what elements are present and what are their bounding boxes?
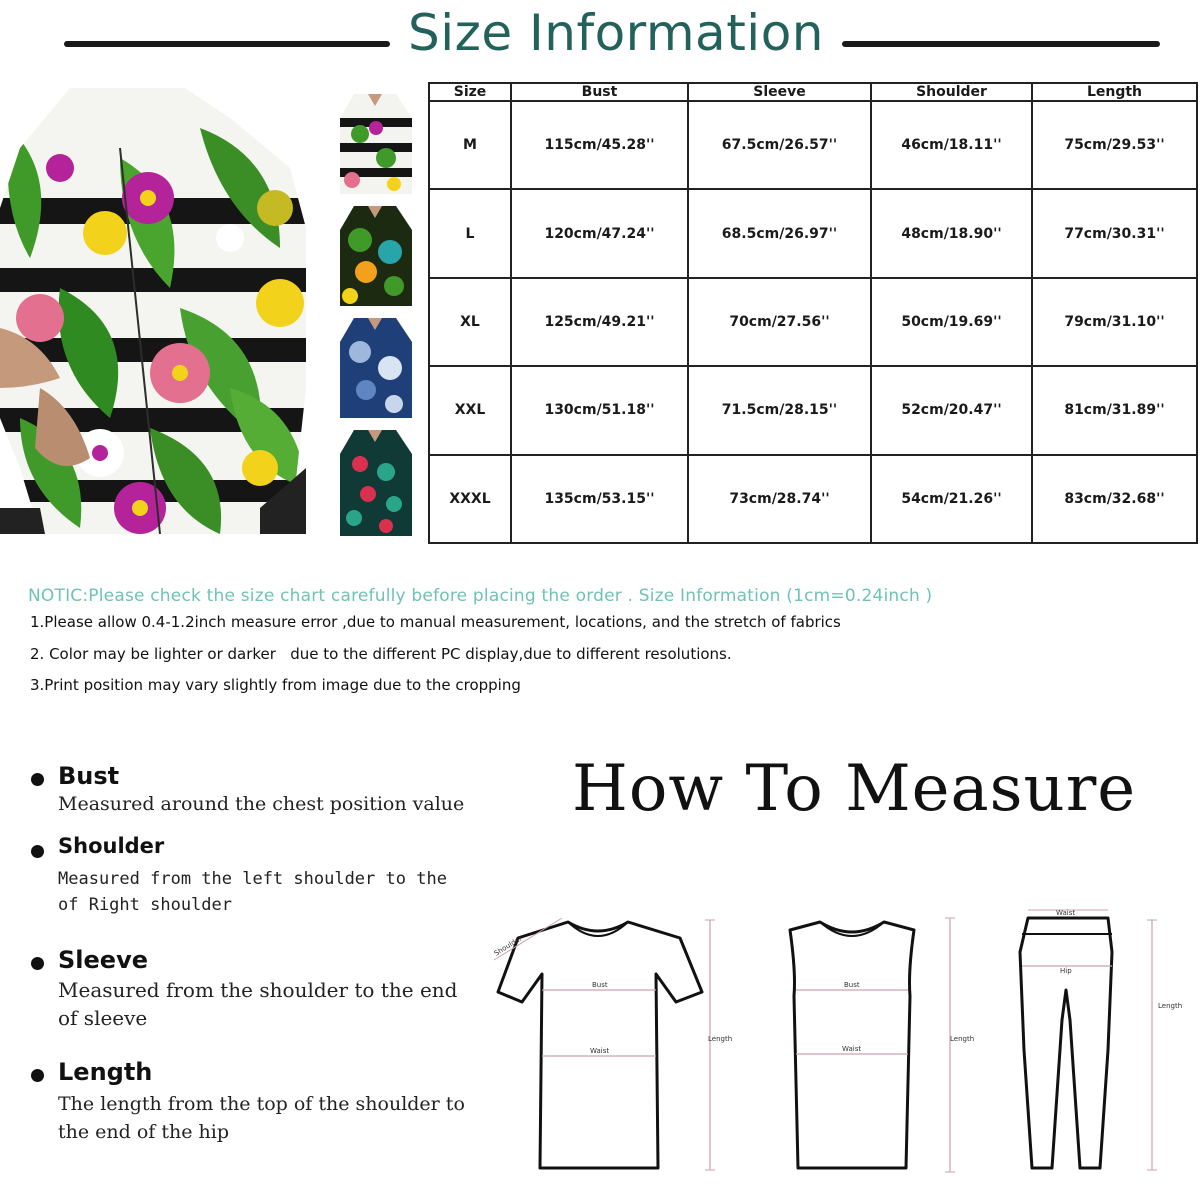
main-product-photo xyxy=(0,88,306,534)
size-table xyxy=(428,82,1198,544)
leggings-diagram xyxy=(1020,909,1182,1170)
label-waist-leggings: Waist xyxy=(1056,909,1076,917)
thumbnail-striped-floral[interactable] xyxy=(336,88,414,194)
thumbnail-blue-floral[interactable] xyxy=(336,312,414,418)
bullet-dot-icon xyxy=(31,773,44,786)
cell-length: 79cm/31.10'' xyxy=(1032,278,1197,366)
bullet-dot-icon xyxy=(31,957,44,970)
cell-length: 81cm/31.89'' xyxy=(1032,366,1197,454)
table-header-row xyxy=(429,83,1197,101)
label-bust-tank: Bust xyxy=(844,981,860,989)
cell-sleeve: 71.5cm/28.15'' xyxy=(688,366,871,454)
tshirt-diagram xyxy=(493,918,732,1170)
label-length-leggings: Length xyxy=(1158,1002,1183,1010)
cell-bust: 120cm/47.24'' xyxy=(511,189,688,277)
title-row xyxy=(0,0,1200,90)
cell-size: XXL xyxy=(429,366,511,454)
label-waist-tank: Waist xyxy=(842,1045,862,1053)
how-to-measure-title: How To Measure xyxy=(572,752,1137,826)
label-hip-leggings: Hip xyxy=(1060,967,1072,975)
table-row xyxy=(429,189,1197,277)
measure-term-bust: Bust xyxy=(58,762,120,790)
bullet-dot-icon xyxy=(31,1069,44,1082)
measure-desc-length-line-2: the end of the hip xyxy=(58,1121,229,1143)
cell-size: M xyxy=(429,101,511,189)
header-bust: Bust xyxy=(511,83,688,101)
label-length-tank: Length xyxy=(950,1035,975,1043)
title-rule-left xyxy=(64,41,390,47)
measure-desc-length-line-1: The length from the top of the shoulder to xyxy=(58,1093,465,1115)
note-item-2: 2. Color may be lighter or darker due to the different PC display,due to different resolutions. xyxy=(30,645,732,663)
measure-desc-shoulder-line-1: Measured from the left shoulder to the xyxy=(58,869,447,889)
cell-shoulder: 54cm/21.26'' xyxy=(871,455,1032,543)
cell-shoulder: 52cm/20.47'' xyxy=(871,366,1032,454)
cell-shoulder: 50cm/19.69'' xyxy=(871,278,1032,366)
note-item-3: 3.Print position may vary slightly from image due to the cropping xyxy=(30,676,521,694)
measure-desc-sleeve-line-2: of sleeve xyxy=(58,1006,148,1030)
cell-length: 83cm/32.68'' xyxy=(1032,455,1197,543)
thumbnail-teal-floral[interactable] xyxy=(336,424,414,536)
note-item-1: 1.Please allow 0.4-1.2inch measure error ,due to manual measurement, locations, and the stretch of fabrics xyxy=(30,613,841,631)
measure-term-sleeve: Sleeve xyxy=(58,946,148,974)
thumbnail-dark-floral[interactable] xyxy=(336,200,414,306)
measure-term-shoulder: Shoulder xyxy=(58,834,165,858)
cell-shoulder: 48cm/18.90'' xyxy=(871,189,1032,277)
measurement-diagrams xyxy=(480,900,1200,1200)
measure-desc-shoulder-line-2: of Right shoulder xyxy=(58,895,232,915)
table-row xyxy=(429,278,1197,366)
cell-bust: 135cm/53.15'' xyxy=(511,455,688,543)
cell-size: XL xyxy=(429,278,511,366)
cell-length: 77cm/30.31'' xyxy=(1032,189,1197,277)
label-bust-tshirt: Bust xyxy=(592,981,608,989)
label-length-tshirt: Length xyxy=(708,1035,733,1043)
cell-sleeve: 67.5cm/26.57'' xyxy=(688,101,871,189)
header-length: Length xyxy=(1032,83,1197,101)
header-shoulder: Shoulder xyxy=(871,83,1032,101)
title-rule-right xyxy=(842,41,1160,47)
cell-size: XXXL xyxy=(429,455,511,543)
cell-size: L xyxy=(429,189,511,277)
cell-bust: 115cm/45.28'' xyxy=(511,101,688,189)
measure-term-length: Length xyxy=(58,1058,153,1086)
tank-top-diagram xyxy=(790,918,974,1172)
header-size: Size xyxy=(429,83,511,101)
bullet-dot-icon xyxy=(31,845,44,858)
table-row xyxy=(429,101,1197,189)
label-waist-tshirt: Waist xyxy=(590,1047,610,1055)
label-shoulder-tshirt: Shoulder xyxy=(492,934,524,958)
notice-heading: NOTIC:Please check the size chart carefully before placing the order . Size Information (1cm=0.24inch ) xyxy=(28,586,933,606)
table-row xyxy=(429,455,1197,543)
cell-sleeve: 70cm/27.56'' xyxy=(688,278,871,366)
cell-sleeve: 68.5cm/26.97'' xyxy=(688,189,871,277)
cell-shoulder: 46cm/18.11'' xyxy=(871,101,1032,189)
header-sleeve: Sleeve xyxy=(688,83,871,101)
table-row xyxy=(429,366,1197,454)
page-title: Size Information xyxy=(408,4,824,62)
cell-bust: 125cm/49.21'' xyxy=(511,278,688,366)
cell-sleeve: 73cm/28.74'' xyxy=(688,455,871,543)
measure-desc-sleeve-line-1: Measured from the shoulder to the end xyxy=(58,978,458,1002)
cell-length: 75cm/29.53'' xyxy=(1032,101,1197,189)
cell-bust: 130cm/51.18'' xyxy=(511,366,688,454)
measure-desc-bust: Measured around the chest position value xyxy=(58,793,465,815)
